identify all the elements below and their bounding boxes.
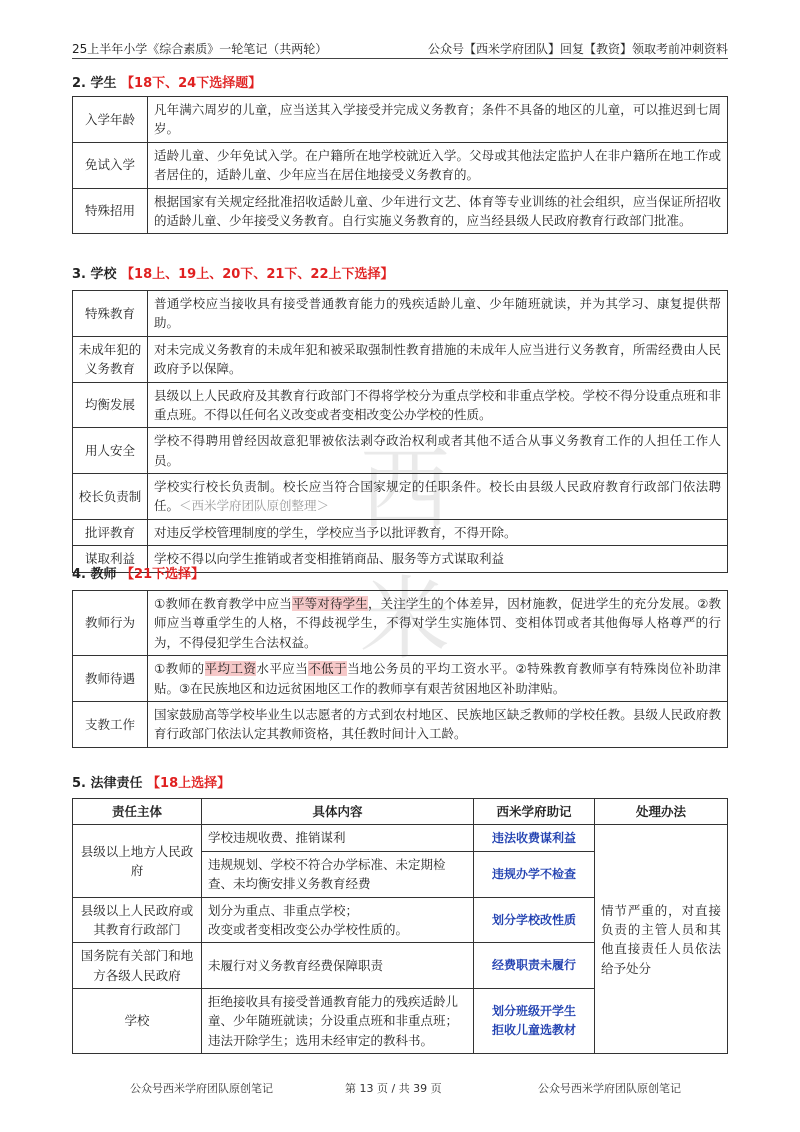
text-part: 当地公务员的平均工资水平。②特殊教育教师享有特殊岗位补助津贴。③在民族地区和边远贫困地区工作的教师享有艰苦贫困地区补助津贴。 <box>154 661 721 696</box>
mnemonic-cell: 违法收费谋利益 <box>474 825 595 851</box>
subject-cell: 学校 <box>73 989 202 1054</box>
row-key: 免试入学 <box>73 142 148 188</box>
table-row <box>73 519 728 545</box>
footer-left: 公众号西米学府团队原创笔记 <box>130 1082 273 1095</box>
col-header: 具体内容 <box>202 799 474 825</box>
row-key: 特殊教育 <box>73 291 148 337</box>
table-row <box>73 188 728 234</box>
row-key: 特殊招用 <box>73 188 148 234</box>
section-5-heading <box>72 772 230 791</box>
col-header: 责任主体 <box>73 799 202 825</box>
row-key: 批评教育 <box>73 519 148 545</box>
highlight-text: 平均工资 <box>204 661 257 677</box>
row-value: 县级以上人民政府及其教育行政部门不得将学校分为重点学校和非重点学校。学校不得分设重点班和非重点班。不得以任何名义改变或者变相改变公办学校的性质。 <box>148 382 728 428</box>
content-line: 改变或者变相改变公办学校性质的。 <box>208 921 409 937</box>
subject-cell: 国务院有关部门和地方各级人民政府 <box>73 943 202 989</box>
row-key: 谋取利益 <box>73 546 148 572</box>
row-value-text: 学校实行校长负责制。校长应当符合国家规定的任职条件。校长由县级人民政府教育行政部门依法聘任。 <box>154 479 721 514</box>
content-line: 划分为重点、非重点学校； <box>208 902 359 918</box>
row-value: 对未完成义务教育的未成年犯和被采取强制性教育措施的未成年人应当进行义务教育，所需经费由人民政府予以保障。 <box>148 336 728 382</box>
handling-cell: 情节严重的，对直接负责的主管人员和其他直接责任人员依法给予处分 <box>595 825 728 1054</box>
row-value <box>148 474 728 520</box>
section-4-title: 4. 教师 <box>72 567 117 582</box>
col-header: 西米学府助记 <box>474 799 595 825</box>
liability-table <box>72 798 728 1054</box>
subject-cell: 县级以上地方人民政府 <box>73 825 202 897</box>
watermark-note: ＜西米学府团队原创整理＞ <box>179 498 330 514</box>
mnemonic-cell <box>474 989 595 1054</box>
mnemonic-cell: 违规办学不检查 <box>474 851 595 897</box>
row-value: 适龄儿童、少年免试入学。在户籍所在地学校就近入学。父母或其他法定监护人在非户籍所在地工作或者居住的，适龄儿童、少年应当在居住地接受义务教育的。 <box>148 142 728 188</box>
row-key: 教师待遇 <box>73 656 148 702</box>
section-4-tag: 【21下选择】 <box>121 567 205 582</box>
teacher-table <box>72 590 728 748</box>
row-value <box>148 591 728 656</box>
row-key: 教师行为 <box>73 591 148 656</box>
row-key: 支教工作 <box>73 701 148 747</box>
row-value: 根据国家有关规定经批准招收适龄儿童、少年进行文艺、体育等专业训练的社会组织，应当保证所招收的适龄儿童、少年接受义务教育。自行实施义务教育的，应当经县级人民政府教育行政部门批准。 <box>148 188 728 234</box>
table-header-row <box>73 799 728 825</box>
row-key: 校长负责制 <box>73 474 148 520</box>
section-2-heading <box>72 72 261 91</box>
section-3-tag: 【18上、19上、20下、21下、22上下选择】 <box>121 267 394 282</box>
section-2-tag: 【18下、24下选择题】 <box>121 76 262 91</box>
mnemonic-cell: 划分学校改性质 <box>474 897 595 943</box>
content-cell: 学校违规收费、推销谋利 <box>202 825 474 851</box>
mnemonic-line: 拒收儿童选教材 <box>491 1023 576 1038</box>
row-key: 均衡发展 <box>73 382 148 428</box>
table-row <box>73 97 728 143</box>
row-key: 入学年龄 <box>73 97 148 143</box>
mnemonic-line: 划分班级开学生 <box>491 1004 576 1019</box>
highlight-text: 不低于 <box>308 661 348 677</box>
section-5-title: 5. 法律责任 <box>72 776 143 791</box>
table-row <box>73 701 728 747</box>
school-table <box>72 290 728 573</box>
svg-text:西: 西 <box>360 437 450 542</box>
table-row <box>73 382 728 428</box>
section-3-title: 3. 学校 <box>72 267 117 282</box>
section-2-title: 2. 学生 <box>72 76 117 91</box>
svg-text:米: 米 <box>360 567 450 672</box>
row-value: 对违反学校管理制度的学生，学校应当予以批评教育，不得开除。 <box>148 519 728 545</box>
row-value <box>148 656 728 702</box>
row-value: 普通学校应当接收具有接受普通教育能力的残疾适龄儿童、少年随班就读，并为其学习、康复提供帮助。 <box>148 291 728 337</box>
row-value: 国家鼓励高等学校毕业生以志愿者的方式到农村地区、民族地区缺乏教师的学校任教。县级人民政府教育行政部门依法认定其教师资格，其任教时间计入工龄。 <box>148 701 728 747</box>
table-row <box>73 291 728 337</box>
row-key: 用人安全 <box>73 428 148 474</box>
table-row <box>73 591 728 656</box>
subject-cell: 县级以上人民政府或其教育行政部门 <box>73 897 202 943</box>
page-header <box>72 36 728 59</box>
table-row <box>73 825 728 851</box>
table-row <box>73 428 728 474</box>
content-cell: 拒绝接收具有接受普通教育能力的残疾适龄儿童、少年随班就读；分设重点班和非重点班；违法开除学生；选用未经审定的教科书。 <box>202 989 474 1054</box>
header-right-text: 公众号【西米学府团队】回复【教资】领取考前冲刺资料 <box>427 42 728 56</box>
row-key: 未成年犯的义务教育 <box>73 336 148 382</box>
row-value: 学校不得聘用曾经因故意犯罪被依法剥夺政治权利或者其他不适合从事义务教育工作的人担任工作人员。 <box>148 428 728 474</box>
content-cell: 未履行对义务教育经费保障职责 <box>202 943 474 989</box>
table-row <box>73 336 728 382</box>
text-part: ①教师在教育教学中应当 <box>154 596 292 611</box>
section-5-tag: 【18上选择】 <box>147 776 231 791</box>
footer-right: 公众号西米学府团队原创笔记 <box>538 1082 681 1095</box>
mnemonic-cell: 经费职责未履行 <box>474 943 595 989</box>
table-row <box>73 474 728 520</box>
content-cell: 违规规划、学校不符合办学标准、未定期检查、未均衡安排义务教育经费 <box>202 851 474 897</box>
col-header: 处理办法 <box>595 799 728 825</box>
row-value: 凡年满六周岁的儿童，应当送其入学接受并完成义务教育；条件不具备的地区的儿童，可以推迟到七周岁。 <box>148 97 728 143</box>
section-3-heading <box>72 263 394 282</box>
row-value: 学校不得以向学生推销或者变相推销商品、服务等方式谋取利益 <box>148 546 728 572</box>
highlight-text: 平等对待学生 <box>291 596 368 611</box>
text-part: ①教师的 <box>154 661 205 677</box>
content-cell <box>202 897 474 943</box>
text-part: 水平应当 <box>256 661 309 677</box>
table-row <box>73 656 728 702</box>
section-4-heading <box>72 563 204 582</box>
student-table <box>72 96 728 234</box>
table-row <box>73 142 728 188</box>
header-left-text: 25上半年小学《综合素质》一轮笔记（共两轮） <box>72 42 328 56</box>
page-number: 第 13 页 / 共 39 页 <box>345 1082 442 1095</box>
text-part: ，关注学生的个体差异，因材施教，促进学生的充分发展。②教师应当尊重学生的人格，不得歧视学生，不得对学生实施体罚、变相体罚或者其他侮辱人格尊严的行为，不得侵犯学生合法权益。 <box>154 596 721 650</box>
